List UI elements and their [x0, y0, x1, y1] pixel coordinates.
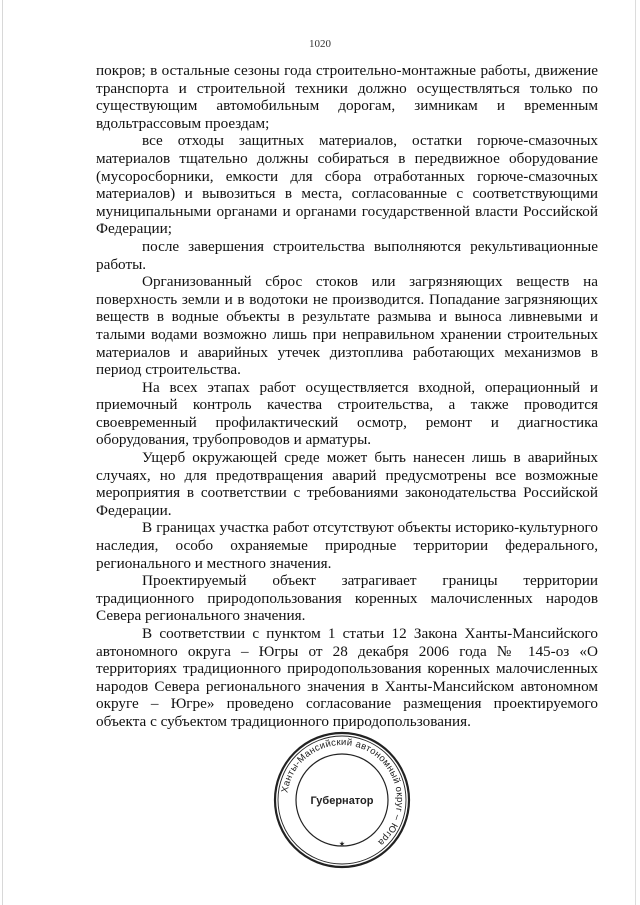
scan-edge-left [2, 0, 3, 905]
seal-ring-text: Ханты-Мансийский автономный округ – Югра [279, 736, 406, 848]
paragraph-5: На всех этапах работ осуществляется входной, операционный и приемочный контроль качества строительства, а также проводится своевременный профилактический осмотр, ремонт и диагностика оборудования, трубопроводов и арматуры. [96, 378, 598, 449]
paragraph-8: Проектируемый объект затрагивает границы территории традиционного природопользования коренных малочисленных народов Севера регионального значения. [96, 572, 598, 625]
paragraph-1: покров; в остальные сезоны года строительно-монтажные работы, движение транспорта и строительной техники должно осуществляться только по существующим автомобильным дорогам, зимникам и временным вдольтрассовым проездам; [96, 62, 598, 132]
paragraph-4: Организованный сброс стоков или загрязняющих веществ на поверхность земли и в водотоки не производится. Попадание загрязняющих веществ в водные объекты в результате размыва и выноса ливневыми и талыми водами возможно лишь при неправильном хранении строительных материалов и аварийных утечек дизтоплива работающих механизмов в период строительства. [96, 273, 598, 379]
governor-seal-stamp [272, 730, 412, 870]
paragraph-3: после завершения строительства выполняются рекультивационные работы. [96, 237, 598, 273]
document-body [96, 62, 598, 731]
scan-edge-right [635, 0, 636, 905]
paragraph-7: В границах участка работ отсутствуют объекты историко-культурного наследия, особо охраняемые природные территории федерального, регионального и местного значения. [96, 519, 598, 572]
seal-star-icon: ★ [338, 840, 346, 848]
paragraph-6: Ущерб окружающей среде может быть нанесен лишь в аварийных случаях, но для предотвращения аварий предусмотрены все возможные мероприятия в соответствии с требованиями законодательства Российской Федерации. [96, 449, 598, 519]
seal-center-text: Губернатор [310, 795, 374, 807]
paragraph-9: В соответствии с пунктом 1 статьи 12 Закона Ханты-Мансийского автономного округа – Югры от 28 декабря 2006 года № 145-оз «О территориях традиционного природопользования коренных малочисленных народов Севера регионального значения в Ханты-Мансийском автономном округе – Югре» проведено согласование размещения проектируемого объекта с субъектом традиционного природопользования. [96, 625, 598, 730]
page-number: 1020 [309, 38, 331, 50]
paragraph-2: все отходы защитных материалов, остатки горюче-смазочных материалов тщательно должны собираться в передвижное оборудование (мусоросборники, емкости для сбора отработанных горюче-смазочных материалов) и вывозиться в места, согласованные с соответствующими муниципальными органами и органами государственной власти Российской Федерации; [96, 132, 598, 238]
